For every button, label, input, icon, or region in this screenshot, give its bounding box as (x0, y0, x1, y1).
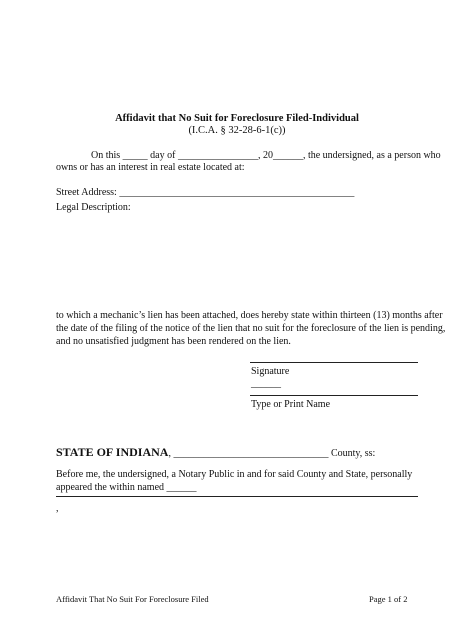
print-name-label: Type or Print Name (251, 399, 331, 410)
name-line (56, 496, 418, 497)
body-line-3: and no unsatisfied judgment has been rendered on the lien. (56, 336, 291, 347)
body-line-2: the date of the filing of the notice of the lien that no suit for the foreclosure of the lien is pending, (56, 323, 446, 334)
signature-line (250, 362, 418, 363)
body-line-1: to which a mechanic’s lien has been attached, does hereby state within thirteen (13) months after (56, 310, 443, 321)
intro-line-2: owns or has an interest in real estate located at: (56, 162, 245, 173)
venue-line (56, 443, 375, 461)
statute-citation: (I.C.A. § 32-28-6-1(c)) (188, 125, 286, 136)
page-number: Page 1 of 2 (369, 594, 408, 604)
state-label: STATE OF INDIANA (56, 445, 169, 459)
notary-line-2: appeared the within named ______ (56, 482, 197, 493)
county-field: , _______________________________ County, ss: (168, 448, 376, 459)
comma-mark: , (56, 503, 59, 514)
street-address-field: Street Address: _______________________________________________ (56, 187, 355, 198)
print-name-line (250, 395, 418, 396)
intro-line-1: On this _____ day of ________________, 20______, the undersigned, as a person who (91, 150, 441, 161)
legal-description-label: Legal Description: (56, 202, 131, 213)
footer-title: Affidavit That No Suit For Foreclosure Filed (56, 594, 209, 604)
document-title: Affidavit that No Suit for Foreclosure Filed-Individual (115, 113, 359, 124)
signature-label: Signature (251, 366, 290, 377)
notary-line-1: Before me, the undersigned, a Notary Public in and for said County and State, personally (56, 469, 413, 480)
signature-blank: ______ (251, 378, 281, 389)
